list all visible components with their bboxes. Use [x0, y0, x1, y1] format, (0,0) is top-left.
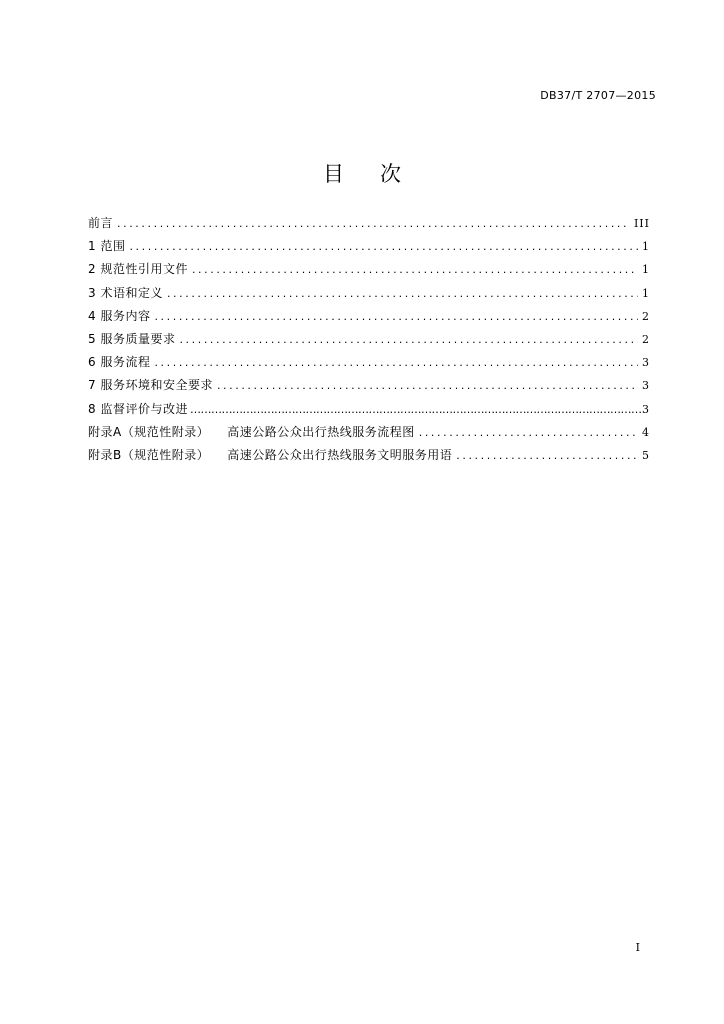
title-char-1: 目: [323, 162, 344, 186]
toc-entry-page: 1: [642, 286, 650, 300]
toc-entry-environment-safety[interactable]: [88, 376, 650, 399]
toc-entry-label: 6 服务流程: [88, 355, 151, 370]
toc-entry-page: 1: [642, 263, 650, 277]
appendix-label: 附录B（规范性附录）: [88, 447, 210, 462]
document-code: DB37/T 2707—2015: [540, 89, 656, 102]
toc-entry-service-content[interactable]: [88, 307, 650, 330]
toc-entry-page: 1: [642, 240, 650, 254]
toc-entry-page: 3: [642, 402, 650, 416]
toc-entry-label: 前言: [88, 216, 114, 230]
toc-leader-dots: [192, 263, 638, 276]
toc-entry-label: 7 服务环境和安全要求: [88, 378, 213, 393]
appendix-title: 高速公路公众出行热线服务文明服务用语: [227, 447, 453, 462]
toc-entry-preface[interactable]: [88, 214, 650, 237]
toc-entry-page: 3: [642, 379, 650, 393]
toc-entry-supervision[interactable]: [88, 400, 650, 423]
toc-leader-dots: [190, 403, 641, 416]
toc-leader-dots: [456, 449, 638, 462]
toc-entry-label: [88, 423, 415, 440]
title-char-2: 次: [380, 162, 401, 186]
toc-entry-appendix-b[interactable]: [88, 446, 650, 469]
toc-leader-dots: [117, 217, 630, 230]
appendix-label: 附录A（规范性附录）: [88, 424, 210, 439]
toc-leader-dots: [167, 287, 638, 300]
toc-leader-dots: [154, 356, 638, 369]
toc-entry-terms[interactable]: [88, 284, 650, 307]
toc-entry-label: 1 范围: [88, 239, 126, 254]
toc-entry-page: 3: [642, 356, 650, 370]
toc-entry-service-quality[interactable]: [88, 330, 650, 353]
toc-entry-page: III: [633, 217, 650, 230]
toc-entry-page: 2: [642, 309, 650, 323]
toc-entry-label: [88, 446, 452, 463]
toc-entry-appendix-a[interactable]: [88, 423, 650, 446]
toc-entry-label: 5 服务质量要求: [88, 331, 176, 346]
toc-entry-page: 5: [642, 448, 650, 462]
toc-entry-service-process[interactable]: [88, 353, 650, 376]
toc-entry-normative-references[interactable]: [88, 260, 650, 283]
toc-leader-dots: [154, 310, 638, 323]
toc-entry-label: 4 服务内容: [88, 308, 151, 323]
page-title: [0, 158, 724, 188]
toc-leader-dots: [179, 333, 638, 346]
page-number: I: [635, 941, 640, 954]
toc-entry-page: 2: [642, 332, 650, 346]
toc-entry-label: 3 术语和定义: [88, 285, 163, 300]
toc-leader-dots: [419, 426, 638, 439]
toc-entry-scope[interactable]: [88, 237, 650, 260]
table-of-contents: [88, 214, 650, 469]
toc-entry-label: 2 规范性引用文件: [88, 262, 188, 277]
toc-entry-label: 8 监督评价与改进: [88, 401, 188, 416]
toc-leader-dots: [217, 379, 638, 392]
toc-leader-dots: [129, 240, 638, 253]
toc-entry-page: 4: [642, 425, 650, 439]
appendix-title: 高速公路公众出行热线服务流程图: [227, 424, 415, 439]
